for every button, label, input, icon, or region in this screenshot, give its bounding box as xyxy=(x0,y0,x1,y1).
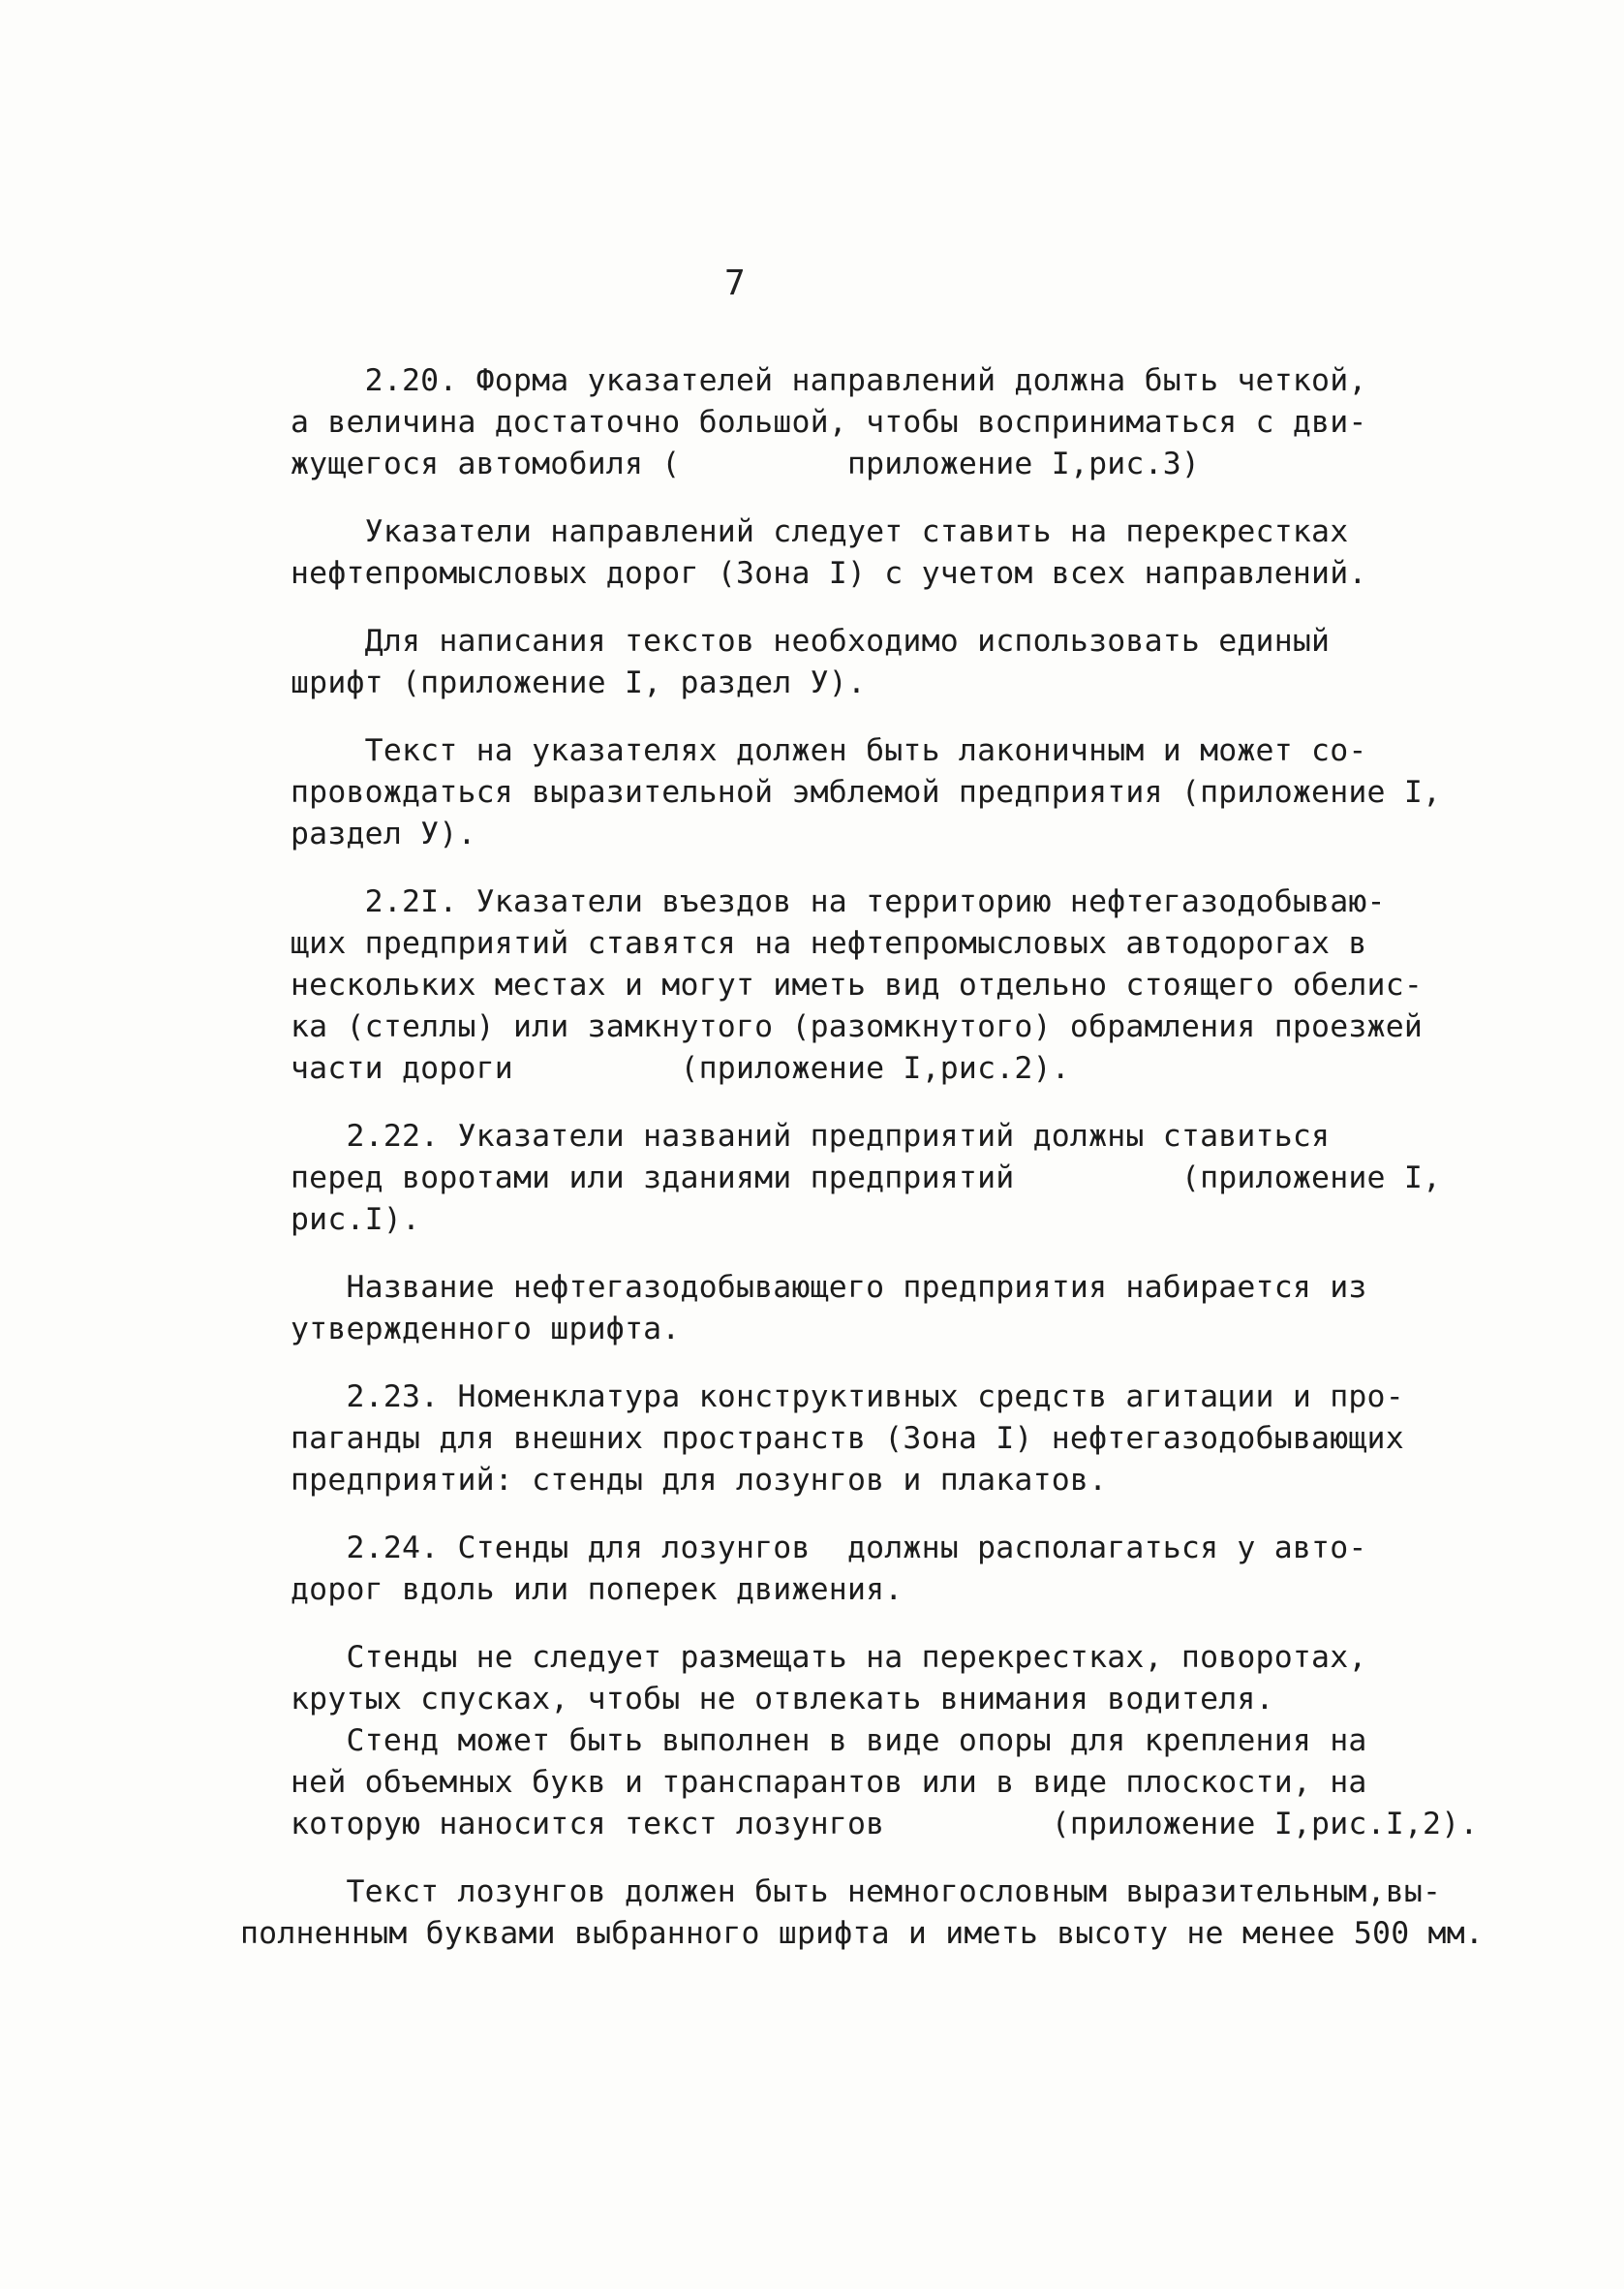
text-line: щих предприятий ставятся на нефтепромысловых автодорогах в xyxy=(291,926,1367,961)
text-line: Текст на указателях должен быть лаконичным и может со- xyxy=(291,733,1367,768)
text-line: раздел У). xyxy=(291,817,476,851)
text-line: жущегося автомобиля ( приложение I,рис.3) xyxy=(291,447,1201,481)
text-line: Указатели направлений следует ставить на перекрестках xyxy=(291,514,1349,549)
paragraph xyxy=(291,511,1385,595)
text-line: 2.24. Стенды для лозунгов должны располагаться у авто- xyxy=(291,1531,1367,1565)
paragraph xyxy=(291,621,1385,704)
text-line: предприятий: стенды для лозунгов и плакатов. xyxy=(291,1463,1108,1498)
text-line: крутых спусках, чтобы не отвлекать внимания водителя. xyxy=(291,1682,1274,1717)
paragraph xyxy=(291,1116,1442,1241)
text-line: 2.23. Номенклатура конструктивных средств агитации и про- xyxy=(291,1379,1404,1414)
body-text xyxy=(240,360,1485,1981)
text-line: нефтепромысловых дорог (Зона I) с учетом всех направлений. xyxy=(291,556,1367,591)
text-line: Текст лозунгов должен быть немногословным выразительным,вы- xyxy=(291,1874,1442,1909)
paragraph xyxy=(240,1871,1485,1955)
text-line: части дороги (приложение I,рис.2). xyxy=(291,1051,1070,1086)
page-number: 7 xyxy=(724,263,746,303)
paragraph xyxy=(291,360,1385,485)
text-line: ка (стеллы) или замкнутого (разомкнутого) обрамления проезжей xyxy=(291,1009,1424,1044)
text-line: утвержденного шрифта. xyxy=(291,1312,681,1346)
text-line: Для написания текстов необходимо использовать единый xyxy=(291,624,1331,659)
text-line: перед воротами или зданиями предприятий (приложение I, xyxy=(291,1160,1442,1195)
paragraph xyxy=(291,1267,1385,1350)
paragraph xyxy=(291,1528,1385,1611)
text-line: дорог вдоль или поперек движения. xyxy=(291,1572,904,1607)
paragraph xyxy=(291,882,1424,1090)
text-line: нескольких местах и могут иметь вид отдельно стоящего обелис- xyxy=(291,968,1424,1003)
text-line: 2.2I. Указатели въездов на территорию нефтегазодобываю- xyxy=(291,884,1386,919)
text-line: шрифт (приложение I, раздел У). xyxy=(291,665,867,700)
text-line: а величина достаточно большой, чтобы восприниматься с дви- xyxy=(291,405,1367,440)
text-line: Стенд может быть выполнен в виде опоры для крепления на xyxy=(291,1723,1367,1758)
paragraph xyxy=(291,1720,1479,1845)
paragraph xyxy=(291,730,1442,855)
text-line: Название нефтегазодобывающего предприятия набирается из xyxy=(291,1270,1367,1305)
paragraph xyxy=(291,1376,1404,1501)
text-line: 2.20. Форма указателей направлений должна быть четкой, xyxy=(291,363,1367,398)
text-line: паганды для внешних пространств (Зона I) нефтегазодобывающих xyxy=(291,1421,1404,1456)
text-line: 2.22. Указатели названий предприятий должны ставиться xyxy=(291,1119,1331,1154)
text-line: полненным буквами выбранного шрифта и иметь высоту не менее 500 мм. xyxy=(240,1916,1485,1951)
text-line: провождаться выразительной эмблемой предприятия (приложение I, xyxy=(291,775,1442,810)
text-line: Стенды не следует размещать на перекрестках, поворотах, xyxy=(291,1640,1367,1675)
text-line: ней объемных букв и транспарантов или в виде плоскости, на xyxy=(291,1765,1367,1800)
text-line: которую наносится текст лозунгов (приложение I,рис.I,2). xyxy=(291,1807,1479,1841)
paragraph xyxy=(291,1637,1385,1720)
text-line: рис.I). xyxy=(291,1202,421,1237)
